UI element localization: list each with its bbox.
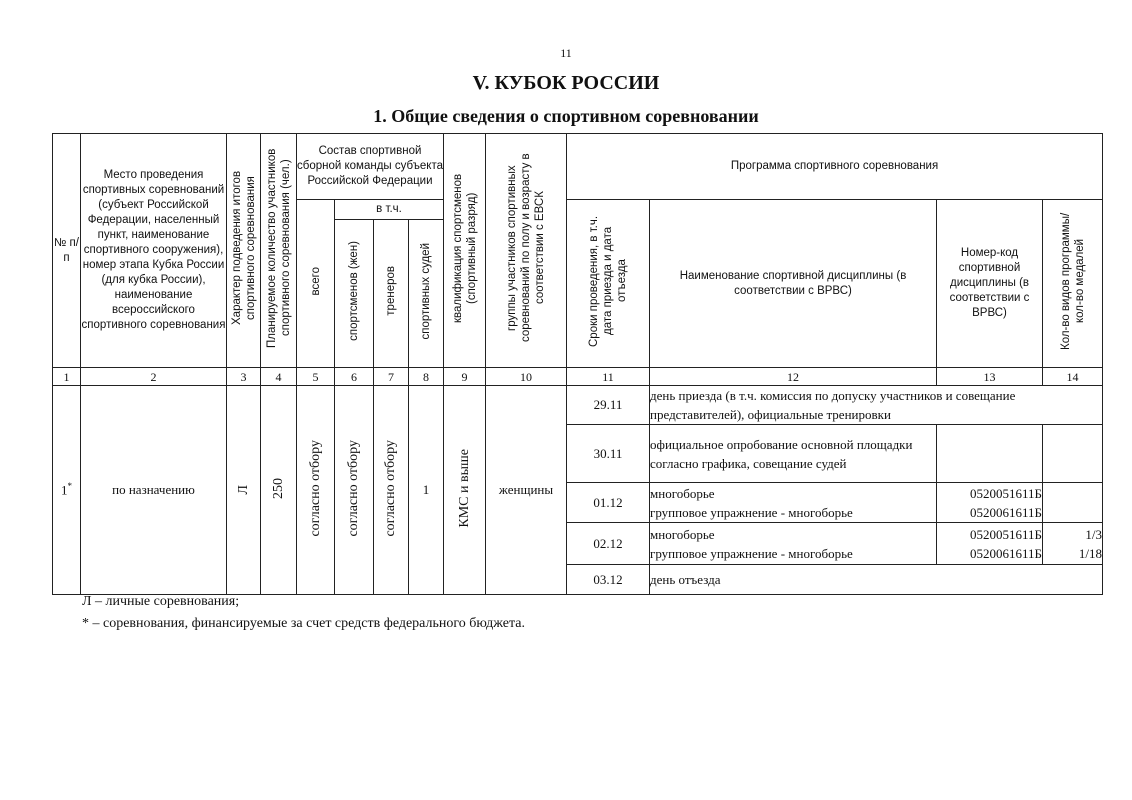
column-number: 1 [53,368,81,386]
program-codes [937,483,1043,523]
column-number: 13 [937,368,1043,386]
athletes-value: согласно отбору [346,439,361,537]
program-disciplines [650,523,937,565]
groups-value: женщины [486,386,567,595]
header-total: всего [309,266,322,296]
character-value: Л [235,484,251,494]
program-codes [937,523,1043,565]
header-athletes: спортсменов (жен) [348,241,360,341]
discipline-name: групповое упражнение - многоборье [650,504,853,520]
medals-count: 1/3 [1085,526,1103,542]
column-number: 3 [227,368,261,386]
column-number: 2 [81,368,227,386]
row-number-value: 1 [61,482,68,498]
column-number: 4 [261,368,297,386]
column-number: 8 [409,368,444,386]
footnotes [82,591,525,635]
header-judges: спортивных судей [420,242,432,340]
header-discipline-name: Наименование спортивной дисциплины (в соответствии с ВРВС) [650,200,937,368]
program-disciplines [650,483,937,523]
header-team-composition: Состав спортивной сборной команды субъекта Российской Федерации [297,134,444,200]
competition-info-table [52,133,1103,595]
header-qualification: квалификация спортсменов (спортивный разряд) [451,173,478,323]
column-number: 10 [486,368,567,386]
footnote: * – соревнования, финансируемые за счет средств федерального бюджета. [82,616,525,631]
header-dates: Сроки проведения, в т.ч. дата приезда и дата отъезда [588,215,629,347]
header-coaches: тренеров [385,266,397,316]
section-title: V. КУБОК РОССИИ [472,72,660,94]
discipline-name: многоборье [650,526,715,542]
row-number [53,386,81,595]
program-description: день приезда (в т.ч. комиссия по допуску участников и совещание представителей), официальные тренировки [650,386,1103,425]
header-program: Программа спортивного соревнования [567,134,1103,200]
program-date: 01.12 [567,483,650,523]
header-venue: Место проведения спортивных соревнований (субъект Российской Федерации, населенный пункт, наименование спортивного сооружения), номер этапа Кубка России (для кубка России), наименование всероссийского спортивного соревнования [81,134,227,368]
column-number: 14 [1043,368,1103,386]
planned-count-value: 250 [270,477,286,499]
discipline-code: 0520061611Б [970,545,1043,561]
program-date: 02.12 [567,523,650,565]
qualification-value: КМС и выше [456,448,472,528]
column-number: 11 [567,368,650,386]
empty-medals-cell [1043,483,1103,523]
total-value: согласно отбору [307,439,323,537]
program-description: официальное опробование основной площадки согласно графика, совещание судей [650,425,937,483]
venue-value: по назначению [81,386,227,595]
header-medals: Кол-во видов программы/ кол-во медалей [1059,212,1086,350]
footnote: Л – личные соревнования; [82,594,240,609]
column-number: 6 [335,368,374,386]
medals-count: 1/18 [1078,545,1103,561]
empty-medals-cell [1043,425,1103,483]
section-subtitle: 1. Общие сведения о спортивном соревновании [373,106,759,126]
empty-code-cell [937,425,1043,483]
header-discipline-code: Номер-код спортивной дисциплины (в соответствии с ВРВС) [937,200,1043,368]
program-description: день отъезда [650,565,1103,595]
page-number: 11 [560,46,572,60]
discipline-name: многоборье [650,485,715,501]
column-number: 12 [650,368,937,386]
judges-value: 1 [409,386,444,595]
header-groups: группы участников спортивных соревнований по полу и возрасту в соответствии с ЕВСК [506,153,547,343]
discipline-code: 0520051611Б [970,526,1043,542]
discipline-name: групповое упражнение - многоборье [650,545,853,561]
discipline-code: 0520051611Б [970,485,1043,501]
header-character: Характер подведения итогов спортивного соревнования [230,170,257,326]
program-medals [1043,523,1103,565]
column-number: 7 [374,368,409,386]
column-number: 9 [444,368,486,386]
footnote-mark: * [67,481,72,492]
discipline-code: 0520061611Б [970,504,1043,520]
program-date: 30.11 [567,425,650,483]
column-number: 5 [297,368,335,386]
header-no: № п/п [53,134,81,368]
coaches-value: согласно отбору [383,439,398,537]
header-including: в т.ч. [335,200,444,220]
header-planned-count: Планируемое количество участников спортивного соревнования (чел.) [265,148,292,348]
program-date: 29.11 [567,386,650,425]
program-date: 03.12 [567,565,650,595]
